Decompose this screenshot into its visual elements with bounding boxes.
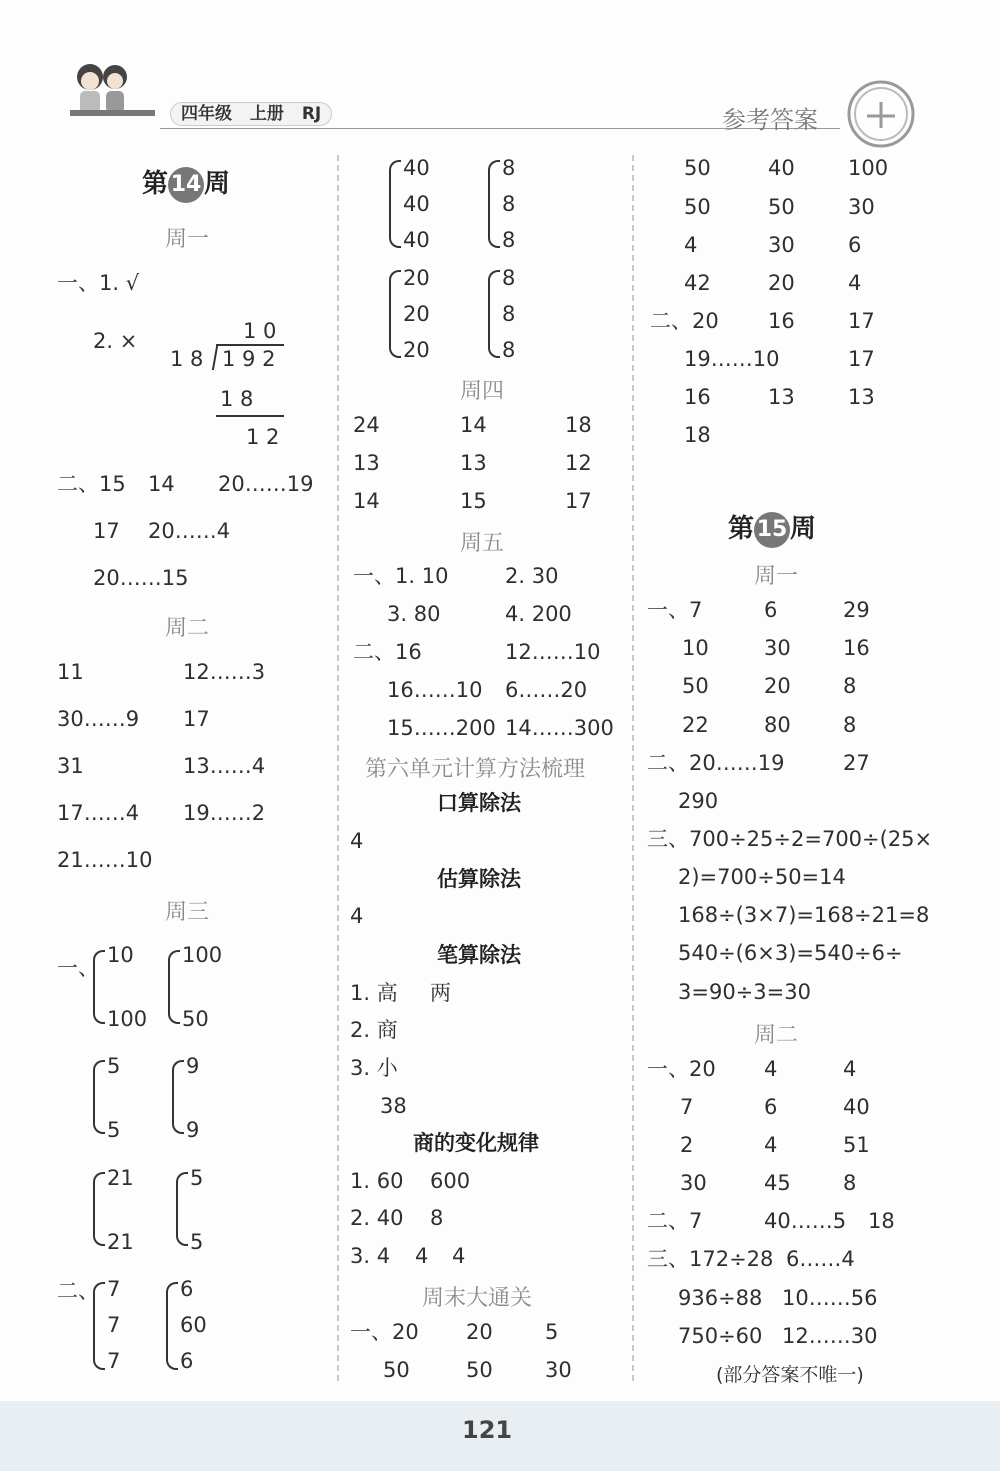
answer-cell: 50	[182, 1007, 209, 1031]
answer-cell: 一、20	[350, 1320, 419, 1344]
answer-cell: 42	[684, 271, 711, 295]
answer-cell: 29	[843, 598, 870, 622]
answer-cell: 13	[460, 451, 487, 475]
answer-cell: 20	[403, 266, 430, 290]
answer-cell: 40	[403, 228, 430, 252]
answer-cell: 8	[502, 302, 516, 326]
answer-cell: 16	[768, 309, 795, 333]
day-friday-heading: 周五	[460, 531, 505, 556]
answer-line: 16……10	[387, 678, 483, 702]
answer-cell: 30	[764, 636, 791, 660]
answer-line: 290	[678, 789, 719, 813]
answer-cell: 30	[768, 233, 795, 257]
answer-cell: 18	[565, 413, 592, 437]
answer-cell: 20	[403, 338, 430, 362]
answer-line: 1. 高	[350, 981, 398, 1005]
answer-cell: 6	[764, 1095, 778, 1119]
answer-line: 2. 30	[505, 564, 559, 588]
answer-cell: 40	[843, 1095, 870, 1119]
week-14-title: 第 14 周	[142, 163, 230, 203]
answer-line: 8	[430, 1206, 444, 1230]
answer-cell: 4	[764, 1133, 778, 1157]
answer-line: 二、20……19	[647, 751, 785, 775]
division-quotient: 1 0	[243, 319, 277, 343]
answer-cell: 13	[848, 385, 875, 409]
answer-cell: 8	[502, 192, 516, 216]
answer-cell: 40……5	[764, 1209, 847, 1233]
answer-cell: 7	[107, 1349, 121, 1373]
answer-cell: 13	[353, 451, 380, 475]
column-divider-2	[632, 155, 634, 1381]
answer-cell: 8	[502, 228, 516, 252]
answer-line: 4	[350, 904, 364, 928]
answer-cell: 5	[545, 1320, 559, 1344]
answer-cell: 50	[383, 1358, 410, 1382]
answer-cell: 50	[684, 156, 711, 180]
answer-cell: 50	[768, 195, 795, 219]
brace	[93, 950, 105, 1024]
subheading: 估算除法	[437, 867, 521, 891]
answer-line: 3. 小	[350, 1056, 398, 1080]
answer-line: 17	[93, 519, 120, 543]
answer-cell: 17	[565, 489, 592, 513]
answer-cell: 30	[680, 1171, 707, 1195]
answer-line: 三、700÷25÷2=700÷(25×	[647, 827, 933, 851]
week-number-badge: 14	[168, 167, 204, 203]
answer-cell: 5	[190, 1230, 204, 1254]
answer-cell: 10……56	[782, 1286, 878, 1310]
answer-cell: 60	[180, 1313, 207, 1337]
day-monday-heading: 周一	[165, 227, 210, 252]
weekend-heading: 周末大通关	[422, 1286, 533, 1311]
answer-line: 4	[452, 1244, 466, 1268]
answer-cell: 40	[768, 156, 795, 180]
answer-cell: 18	[868, 1209, 895, 1233]
answer-line: 4	[415, 1244, 429, 1268]
answer-cell: 21……10	[57, 848, 153, 872]
answer-cell: 8	[843, 713, 857, 737]
answer-cell: 二、7	[647, 1209, 703, 1233]
answer-cell: 20	[764, 674, 791, 698]
answer-line: 3. 80	[387, 602, 441, 626]
brace	[166, 1282, 178, 1370]
brace	[488, 160, 500, 248]
answer-cell: 15	[460, 489, 487, 513]
answer-cell: 100	[848, 156, 889, 180]
answer-line: 4. 200	[505, 602, 572, 626]
kids-illustration	[60, 55, 160, 130]
brace	[93, 1282, 105, 1370]
division-dividend: 1 9 2	[222, 347, 276, 371]
division-line	[216, 415, 284, 417]
answer-cell: 40	[403, 156, 430, 180]
answer-cell: 7	[107, 1313, 121, 1337]
answer-cell: 19……2	[183, 801, 266, 825]
answer-line: 20……19	[218, 472, 314, 496]
answer-cell: 9	[186, 1118, 200, 1142]
answer-line: 14	[148, 472, 175, 496]
answer-cell: 8	[502, 156, 516, 180]
answer-cell: 22	[682, 713, 709, 737]
answer-line: 600	[430, 1169, 471, 1193]
brace	[488, 270, 500, 358]
brace	[389, 160, 401, 248]
answer-line: 3. 4	[350, 1244, 391, 1268]
answer-line: 38	[380, 1094, 407, 1118]
answer-cell: 40	[403, 192, 430, 216]
day-thursday-heading: 周四	[460, 379, 505, 404]
answer-cell: 50	[684, 195, 711, 219]
answer-cell: 4	[848, 271, 862, 295]
answer-cell: 100	[182, 943, 223, 967]
answer-cell: 750÷60	[678, 1324, 763, 1348]
edition: RJ	[301, 104, 322, 124]
day-monday-heading: 周一	[754, 564, 799, 589]
answer-cell: 5	[190, 1166, 204, 1190]
answer-line: 15……200	[387, 716, 496, 740]
answer-cell: 8	[843, 1171, 857, 1195]
answer-cell: 20	[403, 302, 430, 326]
section-label: 二、	[57, 1279, 99, 1303]
answer-cell: 20	[768, 271, 795, 295]
answer-cell: 51	[843, 1133, 870, 1157]
answer-cell: 12……3	[183, 660, 266, 684]
answer-cell: 20	[466, 1320, 493, 1344]
answer-line: 6……20	[505, 678, 588, 702]
answer-cell: 4	[684, 233, 698, 257]
page-number: 121	[462, 1416, 513, 1444]
subheading: 笔算除法	[437, 943, 521, 967]
answer-cell: 一、7	[647, 598, 703, 622]
answer-cell: 8	[502, 266, 516, 290]
answer-cell: 24	[353, 413, 380, 437]
answer-cell: 9	[186, 1054, 200, 1078]
answer-line: 14……300	[505, 716, 614, 740]
subheading: 口算除法	[437, 791, 521, 815]
answer-cell: 30……9	[57, 707, 140, 731]
answer-line: 1. 60	[350, 1169, 404, 1193]
answer-line: 168÷(3×7)=168÷21=8	[678, 903, 930, 927]
day-wednesday-heading: 周三	[165, 900, 210, 925]
answer-cell: 50	[466, 1358, 493, 1382]
answer-line: 2. 40	[350, 1206, 404, 1230]
answer-cell: 17	[848, 347, 875, 371]
answer-line: 27	[843, 751, 870, 775]
answer-cell: 8	[843, 674, 857, 698]
answer-cell: 100	[107, 1007, 148, 1031]
answer-cell: 18	[684, 423, 711, 447]
division-remainder: 1 2	[246, 425, 280, 449]
column-divider-1	[337, 155, 339, 1381]
answer-line: 3=90÷3=30	[678, 980, 811, 1004]
answer-line: 2. 商	[350, 1018, 398, 1042]
answers-title: 参考答案	[722, 106, 818, 134]
answer-line: 4	[350, 829, 364, 853]
answer-cell: 4	[843, 1057, 857, 1081]
answer-cell: 一、20	[647, 1057, 716, 1081]
answer-cell: 6	[180, 1349, 194, 1373]
answer-cell: 30	[545, 1358, 572, 1382]
answer-cell: 10	[107, 943, 134, 967]
answer-line: 20……4	[148, 519, 231, 543]
answer-line: 20……15	[93, 566, 189, 590]
answer-line: 二、16	[353, 640, 422, 664]
answer-cell: 21	[107, 1166, 134, 1190]
answer-cell: 6	[848, 233, 862, 257]
answer-cell: 12	[565, 451, 592, 475]
answer-cell: 5	[107, 1054, 121, 1078]
answer-cell: 10	[682, 636, 709, 660]
answer-cell: 19……10	[684, 347, 780, 371]
answer-cell: 14	[460, 413, 487, 437]
answer-cell: 16	[843, 636, 870, 660]
division-divisor: 1 8	[170, 347, 204, 371]
grade: 四年级	[181, 104, 232, 124]
answer-cell: 6	[764, 598, 778, 622]
section-label: 一、	[57, 956, 99, 980]
brand-seal-icon	[845, 78, 917, 154]
answer-cell: 8	[502, 338, 516, 362]
answer-line: 2. ×	[93, 329, 138, 353]
answer-cell: 936÷88	[678, 1286, 763, 1310]
answer-cell: 17	[848, 309, 875, 333]
answer-line: 一、1. √	[57, 271, 140, 295]
unit-six-heading: 第六单元计算方法梳理	[365, 757, 586, 782]
answer-cell: 6	[180, 1277, 194, 1301]
answer-cell: 7	[107, 1277, 121, 1301]
day-tuesday-heading: 周二	[754, 1023, 799, 1048]
answer-cell: 17	[183, 707, 210, 731]
answer-cell: 31	[57, 754, 84, 778]
answer-line: 一、1. 10	[353, 564, 449, 588]
answer-line: 540÷(6×3)=540÷6÷	[678, 941, 903, 965]
answer-cell: 12……30	[782, 1324, 878, 1348]
subheading: 商的变化规律	[413, 1131, 539, 1155]
answer-cell: 11	[57, 660, 84, 684]
division-subtract: 1 8	[220, 387, 254, 411]
answer-cell: 6……4	[786, 1247, 855, 1271]
answer-line: 二、15	[57, 472, 126, 496]
answer-cell: 50	[682, 674, 709, 698]
header-grade-tab	[170, 102, 332, 126]
brace	[93, 1060, 105, 1134]
brace	[172, 1060, 184, 1134]
partial-answer-note: (部分答案不唯一)	[716, 1364, 864, 1386]
answer-cell: 三、172÷28	[647, 1247, 774, 1271]
answer-cell: 45	[764, 1171, 791, 1195]
week-number-badge: 15	[754, 512, 790, 548]
division-bracket	[212, 346, 218, 370]
answer-cell: 80	[764, 713, 791, 737]
answer-cell: 13	[768, 385, 795, 409]
answer-cell: 2	[680, 1133, 694, 1157]
answer-cell: 21	[107, 1230, 134, 1254]
volume: 上册	[249, 104, 284, 124]
answer-cell: 16	[684, 385, 711, 409]
answer-cell: 7	[680, 1095, 694, 1119]
answer-cell: 17……4	[57, 801, 140, 825]
answer-cell: 13……4	[183, 754, 266, 778]
answer-cell: 30	[848, 195, 875, 219]
answer-cell: 14	[353, 489, 380, 513]
answer-cell: 5	[107, 1118, 121, 1142]
brace	[168, 950, 180, 1024]
answer-cell: 4	[764, 1057, 778, 1081]
brace	[93, 1172, 105, 1246]
day-tuesday-heading: 周二	[165, 616, 210, 641]
week-15-title: 第 15 周	[728, 508, 816, 548]
brace	[389, 270, 401, 358]
answer-line: 12……10	[505, 640, 601, 664]
answer-line: 两	[430, 981, 451, 1005]
answer-cell: 二、20	[650, 309, 719, 333]
answer-line: 2)=700÷50=14	[678, 865, 846, 889]
brace	[176, 1172, 188, 1246]
